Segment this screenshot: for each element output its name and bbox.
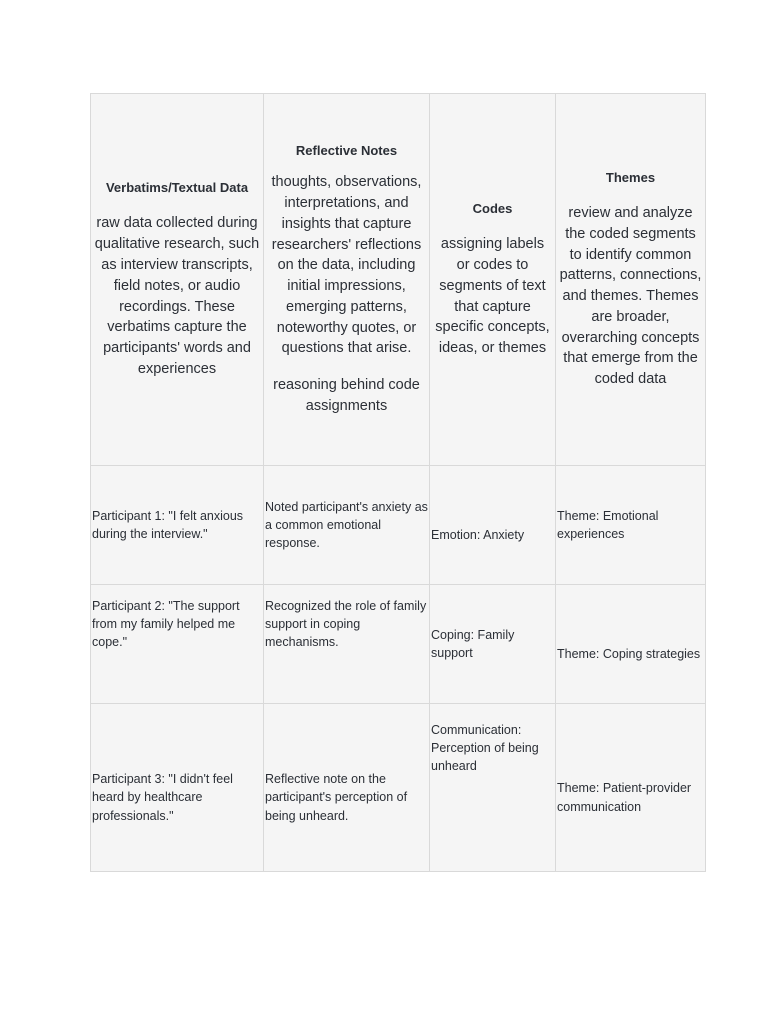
table-row <box>91 466 706 585</box>
verbatim-cell <box>91 704 264 872</box>
verbatim-text: Participant 1: "I felt anxious during the interview." <box>92 508 244 541</box>
header-codes <box>430 94 556 466</box>
verbatim-cell <box>91 466 264 585</box>
verbatim-cell <box>91 585 264 704</box>
note-text: Recognized the role of family support in coping mechanisms. <box>265 598 427 650</box>
note-cell <box>264 585 430 704</box>
table-header-row <box>91 94 706 466</box>
header-description-extra-reflective-notes: reasoning behind code assignments <box>273 377 420 415</box>
header-description-reflective-notes: thoughts, observations, interpretations, and insights that capture researchers' reflections on the data, including initial impressions, emerging patterns, noteworthy quotes, or questions that arise. <box>271 174 422 357</box>
note-cell <box>264 704 430 872</box>
note-text: Noted participant's anxiety as a common emotional response. <box>265 499 428 551</box>
header-description-codes: assigning labels or codes to segments of text that capture specific concepts, ideas, or themes <box>435 236 550 357</box>
theme-text: Theme: Coping strategies <box>557 646 701 661</box>
code-text: Communication: Perception of being unheard <box>431 722 539 773</box>
table-row <box>91 585 706 704</box>
header-title-themes: Themes <box>605 169 656 185</box>
code-text: Emotion: Anxiety <box>431 527 525 542</box>
header-themes <box>556 94 706 466</box>
verbatim-text: Participant 3: "I didn't feel heard by healthcare professionals." <box>92 772 233 823</box>
theme-text: Theme: Patient-provider communication <box>557 781 692 814</box>
header-title-reflective-notes: Reflective Notes <box>295 143 398 159</box>
theme-cell <box>556 585 706 704</box>
code-text: Coping: Family support <box>431 627 515 660</box>
code-cell <box>430 585 556 704</box>
note-cell <box>264 466 430 585</box>
header-description-verbatims: raw data collected during qualitative research, such as interview transcripts, field notes, or audio recordings. These verbatims capture the participants' words and experiences <box>94 215 260 377</box>
header-verbatims <box>91 94 264 466</box>
theme-cell <box>556 466 706 585</box>
qualitative-analysis-table <box>90 93 706 872</box>
header-title-codes: Codes <box>472 201 513 217</box>
theme-text: Theme: Emotional experiences <box>557 508 659 541</box>
table-row <box>91 704 706 872</box>
header-description-themes: review and analyze the coded segments to identify common patterns, connections, and themes. Themes are broader, overarching concepts that emerge from the coded data <box>559 204 702 388</box>
theme-cell <box>556 704 706 872</box>
verbatim-text: Participant 2: "The support from my family helped me cope." <box>92 598 240 650</box>
header-title-verbatims: Verbatims/Textual Data <box>105 180 249 196</box>
note-text: Reflective note on the participant's perception of being unheard. <box>265 772 408 823</box>
code-cell <box>430 704 556 872</box>
header-reflective-notes <box>264 94 430 466</box>
code-cell <box>430 466 556 585</box>
